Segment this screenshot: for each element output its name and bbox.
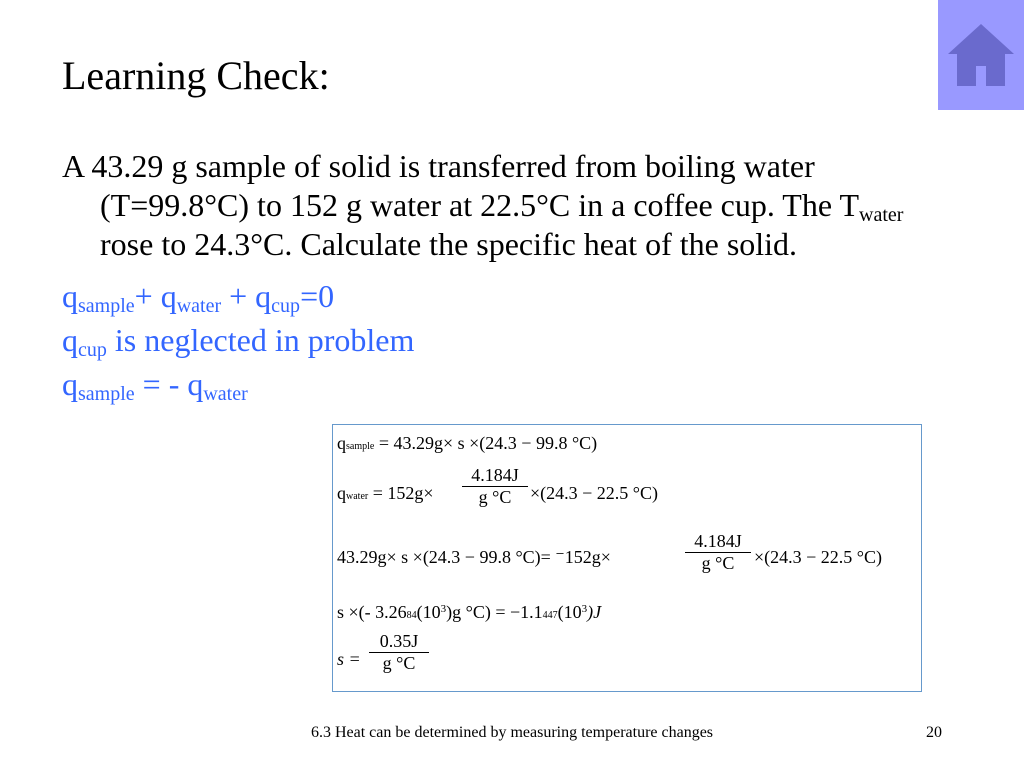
fraction-specific-heat-water: 4.184J g °C <box>462 465 528 508</box>
cup-neglected-line: $q_{cup}$ is neglected in problem <box>62 322 415 361</box>
equation-q-water-tail: ×(24.3 − 22.5 °C) <box>530 483 658 503</box>
slide-body <box>62 147 942 406</box>
equation-combined-tail: ×(24.3 − 22.5 °C) <box>754 547 882 567</box>
equation-box <box>332 424 922 692</box>
equation-q-sample: qsample = 43.29g× s ×(24.3 − 99.8 °C) <box>337 433 598 453</box>
slide-title: Learning Check: <box>62 53 330 98</box>
equation-simplified: s ×(- $3.2684(10^3)g$ $^\circ C) = -1.1447(10^3)J$ <box>337 602 602 622</box>
fraction-result: 0.35J g °C <box>369 631 429 674</box>
home-button[interactable] <box>938 0 1024 110</box>
fraction-specific-heat-water-2: 4.184J g °C <box>685 531 751 574</box>
equation-q-water: qwater = 152g× <box>337 483 434 503</box>
sample-water-line: $q_{sample}$ = - $q_{water}$ <box>62 366 248 405</box>
home-icon <box>948 20 1014 90</box>
equation-combined: 43.29g× s ×(24.3 − 99.8 °C)= ⁻152g× <box>337 547 611 567</box>
energy-balance-line: $q_{sample}+ q_{water} + q_{cup}=0$ <box>62 278 335 317</box>
slide-footer: 6.3 Heat can be determined by measuring temperature changes <box>310 724 714 741</box>
equation-result: s = <box>337 649 361 669</box>
page-number: 20 <box>926 724 942 741</box>
problem-statement: A 43.29 g sample of solid is transferred from boiling water (T=99.8°C) to 152 g water at 22.5°C in a coffee cup. The $T_{water}$ rose to 24.3°C. Calculate the specific heat of the solid. <box>62 148 904 262</box>
